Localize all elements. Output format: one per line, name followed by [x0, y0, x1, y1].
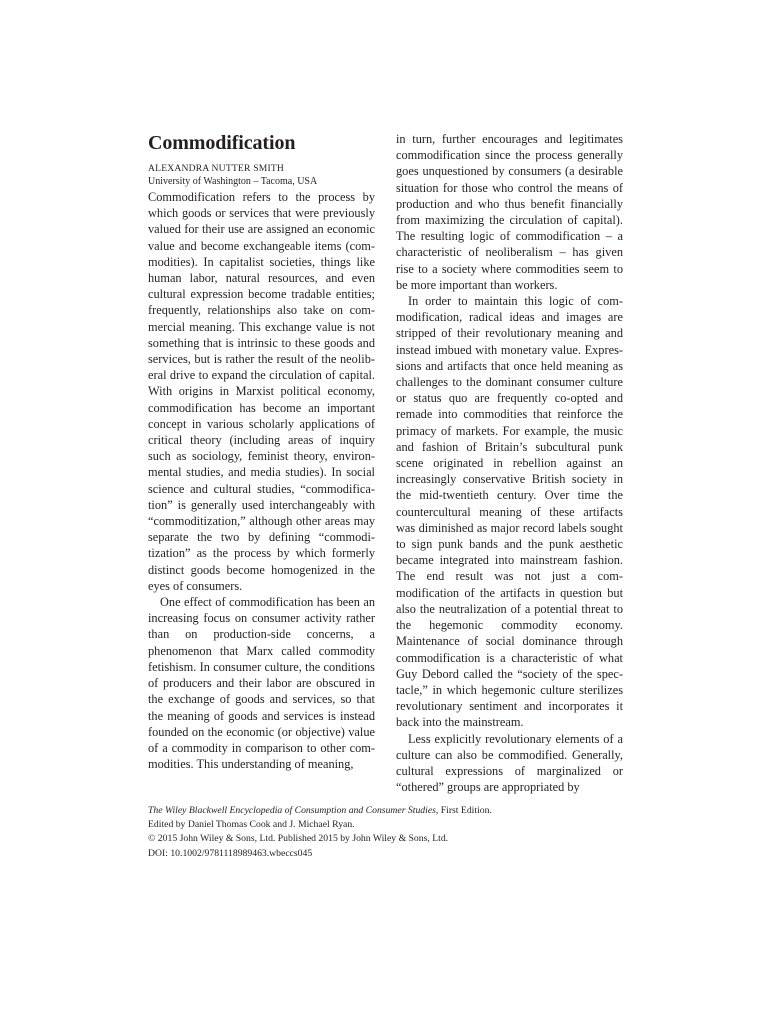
right-column: [396, 131, 623, 795]
body-paragraph: Commodification refers to the process by which goods or services that were previously valued for their use are assigned an economic value and become exchangeable items (commodities). In capitalist societies, things like human labor, natural resources, and even cultural expression become tradable entities; frequently, relationships also take on commercial meaning. This exchange value is not something that is intrinsic to these goods and services, but is rather the result of the neoliberal drive to expand the circulation of capital. With origins in Marxist political economy, commodification has become an important concept in various scholarly applications of critical theory (including areas of inquiry such as sociology, feminist theory, environmental studies, and media studies). In social science and cultural studies, “commodification” is generally used interchangeably with “commoditization,” although other areas may separate the two by defining “commoditization” as the process by which formerly distinct goods become homogenized in the eyes of consumers.: [148, 190, 375, 593]
body-paragraph: In order to maintain this logic of commodification, radical ideas and images are stripped of their revolutionary meaning and instead imbued with monetary value. Expressions and artifacts that once held meaning as challenges to the dominant consumer culture or status quo are frequently co-opted and remade into commodities that reinforce the primacy of markets. For example, the music and fashion of Britain’s subcultural punk scene originated in rebellion against an increasingly conservative British society in the mid-twentieth century. Over time the countercultural meaning of these artifacts was diminished as major record labels sought to sign punk bands and the punk aesthetic became integrated into mainstream fashion. The end result was not just a commodification of the artifacts in question but also the neutralization of a potential threat to the hegemonic commodity economy. Maintenance of social dominance through commodification is a characteristic of what Guy Debord called the “society of the spectacle,” in which hegemonic culture sterilizes revolutionary sentiment and incorporates it back into the mainstream.: [396, 294, 623, 730]
publication-footer: [148, 804, 628, 861]
footer-editors: Edited by Daniel Thomas Cook and J. Michael Ryan.: [148, 819, 355, 831]
body-paragraph: One effect of commodification has been an increasing focus on consumer activity rather than on production-side concerns, a phenomenon that Marx called commodity fetishism. In consumer culture, the conditions of producers and their labor are obscured in the exchange of goods and services, so that the meaning of goods and services is instead founded on the economic (or objective) value of a commodity in comparison to other commodities. This understanding of meaning,: [148, 595, 375, 772]
left-column: [148, 131, 375, 772]
book-title: The Wiley Blackwell Encyclopedia of Consumption and Consumer Studies: [148, 805, 436, 816]
footer-copyright: © 2015 John Wiley & Sons, Ltd. Published 2015 by John Wiley & Sons, Ltd.: [148, 833, 449, 845]
footer-book-line: [148, 804, 628, 818]
book-edition: , First Edition.: [435, 805, 492, 816]
article-title: Commodification: [148, 132, 296, 154]
author-affiliation: University of Washington – Tacoma, USA: [148, 176, 318, 187]
author-name: ALEXANDRA NUTTER SMITH: [148, 163, 285, 174]
body-paragraph: in turn, further encourages and legitimates commodification since the process generally goes unquestioned by consumers (a desirable situation for those who control the means of production and who thus benefit financially from maximizing the circulation of capital). The resulting logic of commodification – a characteristic of neoliberalism – has given rise to a society where commodities seem to be more important than workers.: [396, 132, 623, 292]
body-paragraph: Less explicitly revolutionary elements of a culture can also be commodified. Generally, cultural expressions of marginalized or “othered” groups are appropriated by: [396, 731, 623, 795]
footer-doi: DOI: 10.1002/9781118989463.wbeccs045: [148, 847, 313, 859]
